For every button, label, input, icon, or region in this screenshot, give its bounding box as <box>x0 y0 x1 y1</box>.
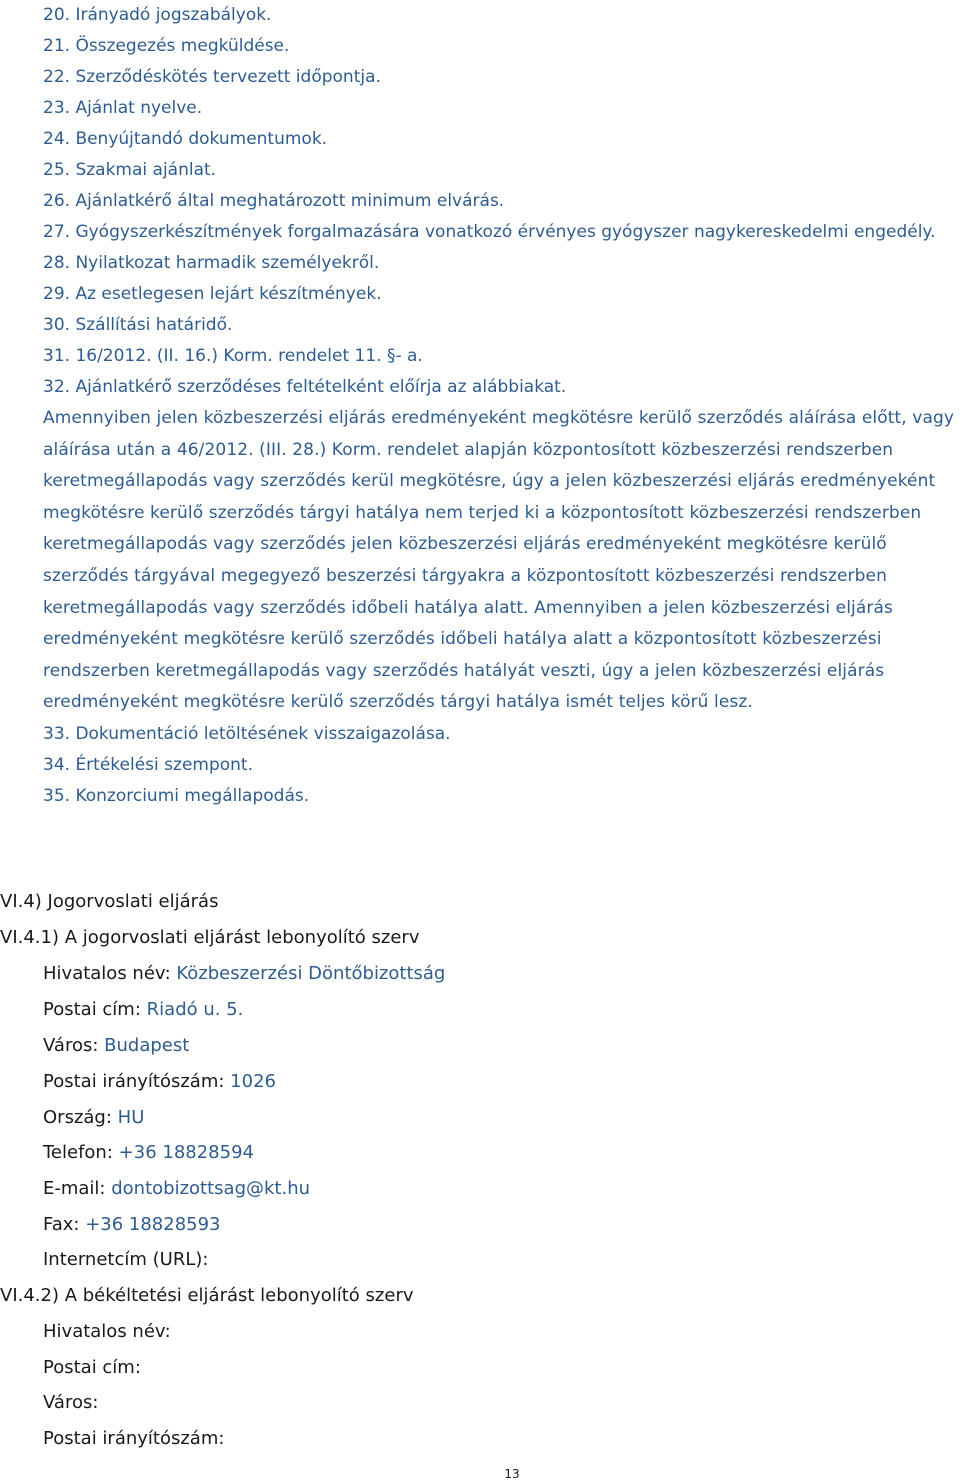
field-value: HU <box>117 1107 145 1128</box>
list-item: 32. Ajánlatkérő szerződéses feltételként előírja az alábbiakat. <box>43 377 567 397</box>
list-item: 21. Összegezés megküldése. <box>43 36 290 56</box>
field-label: Fax: <box>43 1214 80 1235</box>
review-phone <box>43 1135 254 1171</box>
field-label: Hivatalos név: <box>43 963 171 984</box>
section-heading-vi41: VI.4.1) A jogorvoslati eljárást lebonyolító szerv <box>0 927 420 948</box>
field-label: Város: <box>43 1392 99 1413</box>
field-label: Internetcím (URL): <box>43 1249 209 1270</box>
field-value: Budapest <box>104 1035 190 1056</box>
mediation-zip <box>43 1421 224 1457</box>
list-item: 26. Ajánlatkérő által meghatározott minimum elvárás. <box>43 191 505 211</box>
list-item: 30. Szállítási határidő. <box>43 315 233 335</box>
field-label: Telefon: <box>43 1142 113 1163</box>
numbered-list <box>43 0 958 812</box>
field-value: +36 18828594 <box>118 1142 254 1163</box>
field-label: Postai cím: <box>43 1357 141 1378</box>
list-item: 23. Ajánlat nyelve. <box>43 98 203 118</box>
review-fax <box>43 1207 221 1243</box>
field-label: Hivatalos név: <box>43 1321 171 1342</box>
list-item: 20. Irányadó jogszabályok. <box>43 5 272 25</box>
field-label: Postai irányítószám: <box>43 1071 225 1092</box>
list-item: 28. Nyilatkozat harmadik személyekről. <box>43 253 380 273</box>
review-country <box>43 1100 144 1136</box>
list-item: 25. Szakmai ajánlat. <box>43 160 217 180</box>
field-label: Postai irányítószám: <box>43 1428 225 1449</box>
list-item: 31. 16/2012. (II. 16.) Korm. rendelet 11. §- a. <box>43 346 423 366</box>
field-value: 1026 <box>230 1071 276 1092</box>
page-number: 13 <box>504 1467 520 1481</box>
list-item: 29. Az esetlegesen lejárt készítmények. <box>43 284 382 304</box>
section-heading-vi42: VI.4.2) A békéltetési eljárást lebonyolító szerv <box>0 1285 414 1306</box>
list-item: 33. Dokumentáció letöltésének visszaigazolása. <box>43 723 451 744</box>
field-label: Város: <box>43 1035 99 1056</box>
review-email <box>43 1171 310 1207</box>
list-item: 22. Szerződéskötés tervezett időpontja. <box>43 67 381 87</box>
contract-condition-paragraph: Amennyiben jelen közbeszerzési eljárás eredményeként megkötésre kerülő szerződés aláírása előtt, vagy aláírása után a 46/2012. (III. 28.) Korm. rendelet alapján központosított közbeszerzési rendszerben keretmegállapodás vagy szerződés kerül megkötésre, úgy a jelen közbeszerzési eljárás eredményeként megkötésre kerülő szerződés tárgyi hatálya nem terjed ki a központosított közbeszerzési rendszerben keretmegállapodás vagy szerződés jelen közbeszerzési eljárás eredményeként megkötésre kerülő szerződés tárgyával megegyező beszerzési tárgyakra a központosított közbeszerzési rendszerben keretmegállapodás vagy szerződés időbeli hatálya alatt. Amennyiben a jelen közbeszerzési eljárás eredményeként megkötésre kerülő szerződés időbeli hatálya alatt a központosított közbeszerzési rendszerben keretmegállapodás vagy szerződés hatályát veszti, úgy a jelen közbeszerzési eljárás eredményeként megkötésre kerülő szerződés tárgyi hatálya ismét teljes körű lesz. <box>43 408 955 713</box>
mediation-city <box>43 1385 98 1421</box>
mediation-postal-address <box>43 1350 141 1386</box>
review-official-name <box>43 956 445 992</box>
field-value: dontobizottsag@kt.hu <box>111 1178 311 1199</box>
field-label: Postai cím: <box>43 999 141 1020</box>
review-postal-address <box>43 992 243 1028</box>
mediation-official-name <box>43 1314 171 1350</box>
field-value: +36 18828593 <box>85 1214 221 1235</box>
review-zip <box>43 1064 276 1100</box>
list-item: 24. Benyújtandó dokumentumok. <box>43 129 328 149</box>
review-city <box>43 1028 189 1064</box>
field-label: Ország: <box>43 1107 112 1128</box>
review-url <box>43 1242 208 1278</box>
section-heading-vi4: VI.4) Jogorvoslati eljárás <box>0 891 219 912</box>
list-item: 34. Értékelési szempont. <box>43 754 253 775</box>
list-item: 27. Gyógyszerkészítmények forgalmazására vonatkozó érvényes gyógyszer nagykereskedelmi engedély. <box>43 222 936 242</box>
list-item: 35. Konzorciumi megállapodás. <box>43 785 310 806</box>
field-label: E-mail: <box>43 1178 106 1199</box>
field-value: Közbeszerzési Döntőbizottság <box>176 963 446 984</box>
field-value: Riadó u. 5. <box>146 999 244 1020</box>
